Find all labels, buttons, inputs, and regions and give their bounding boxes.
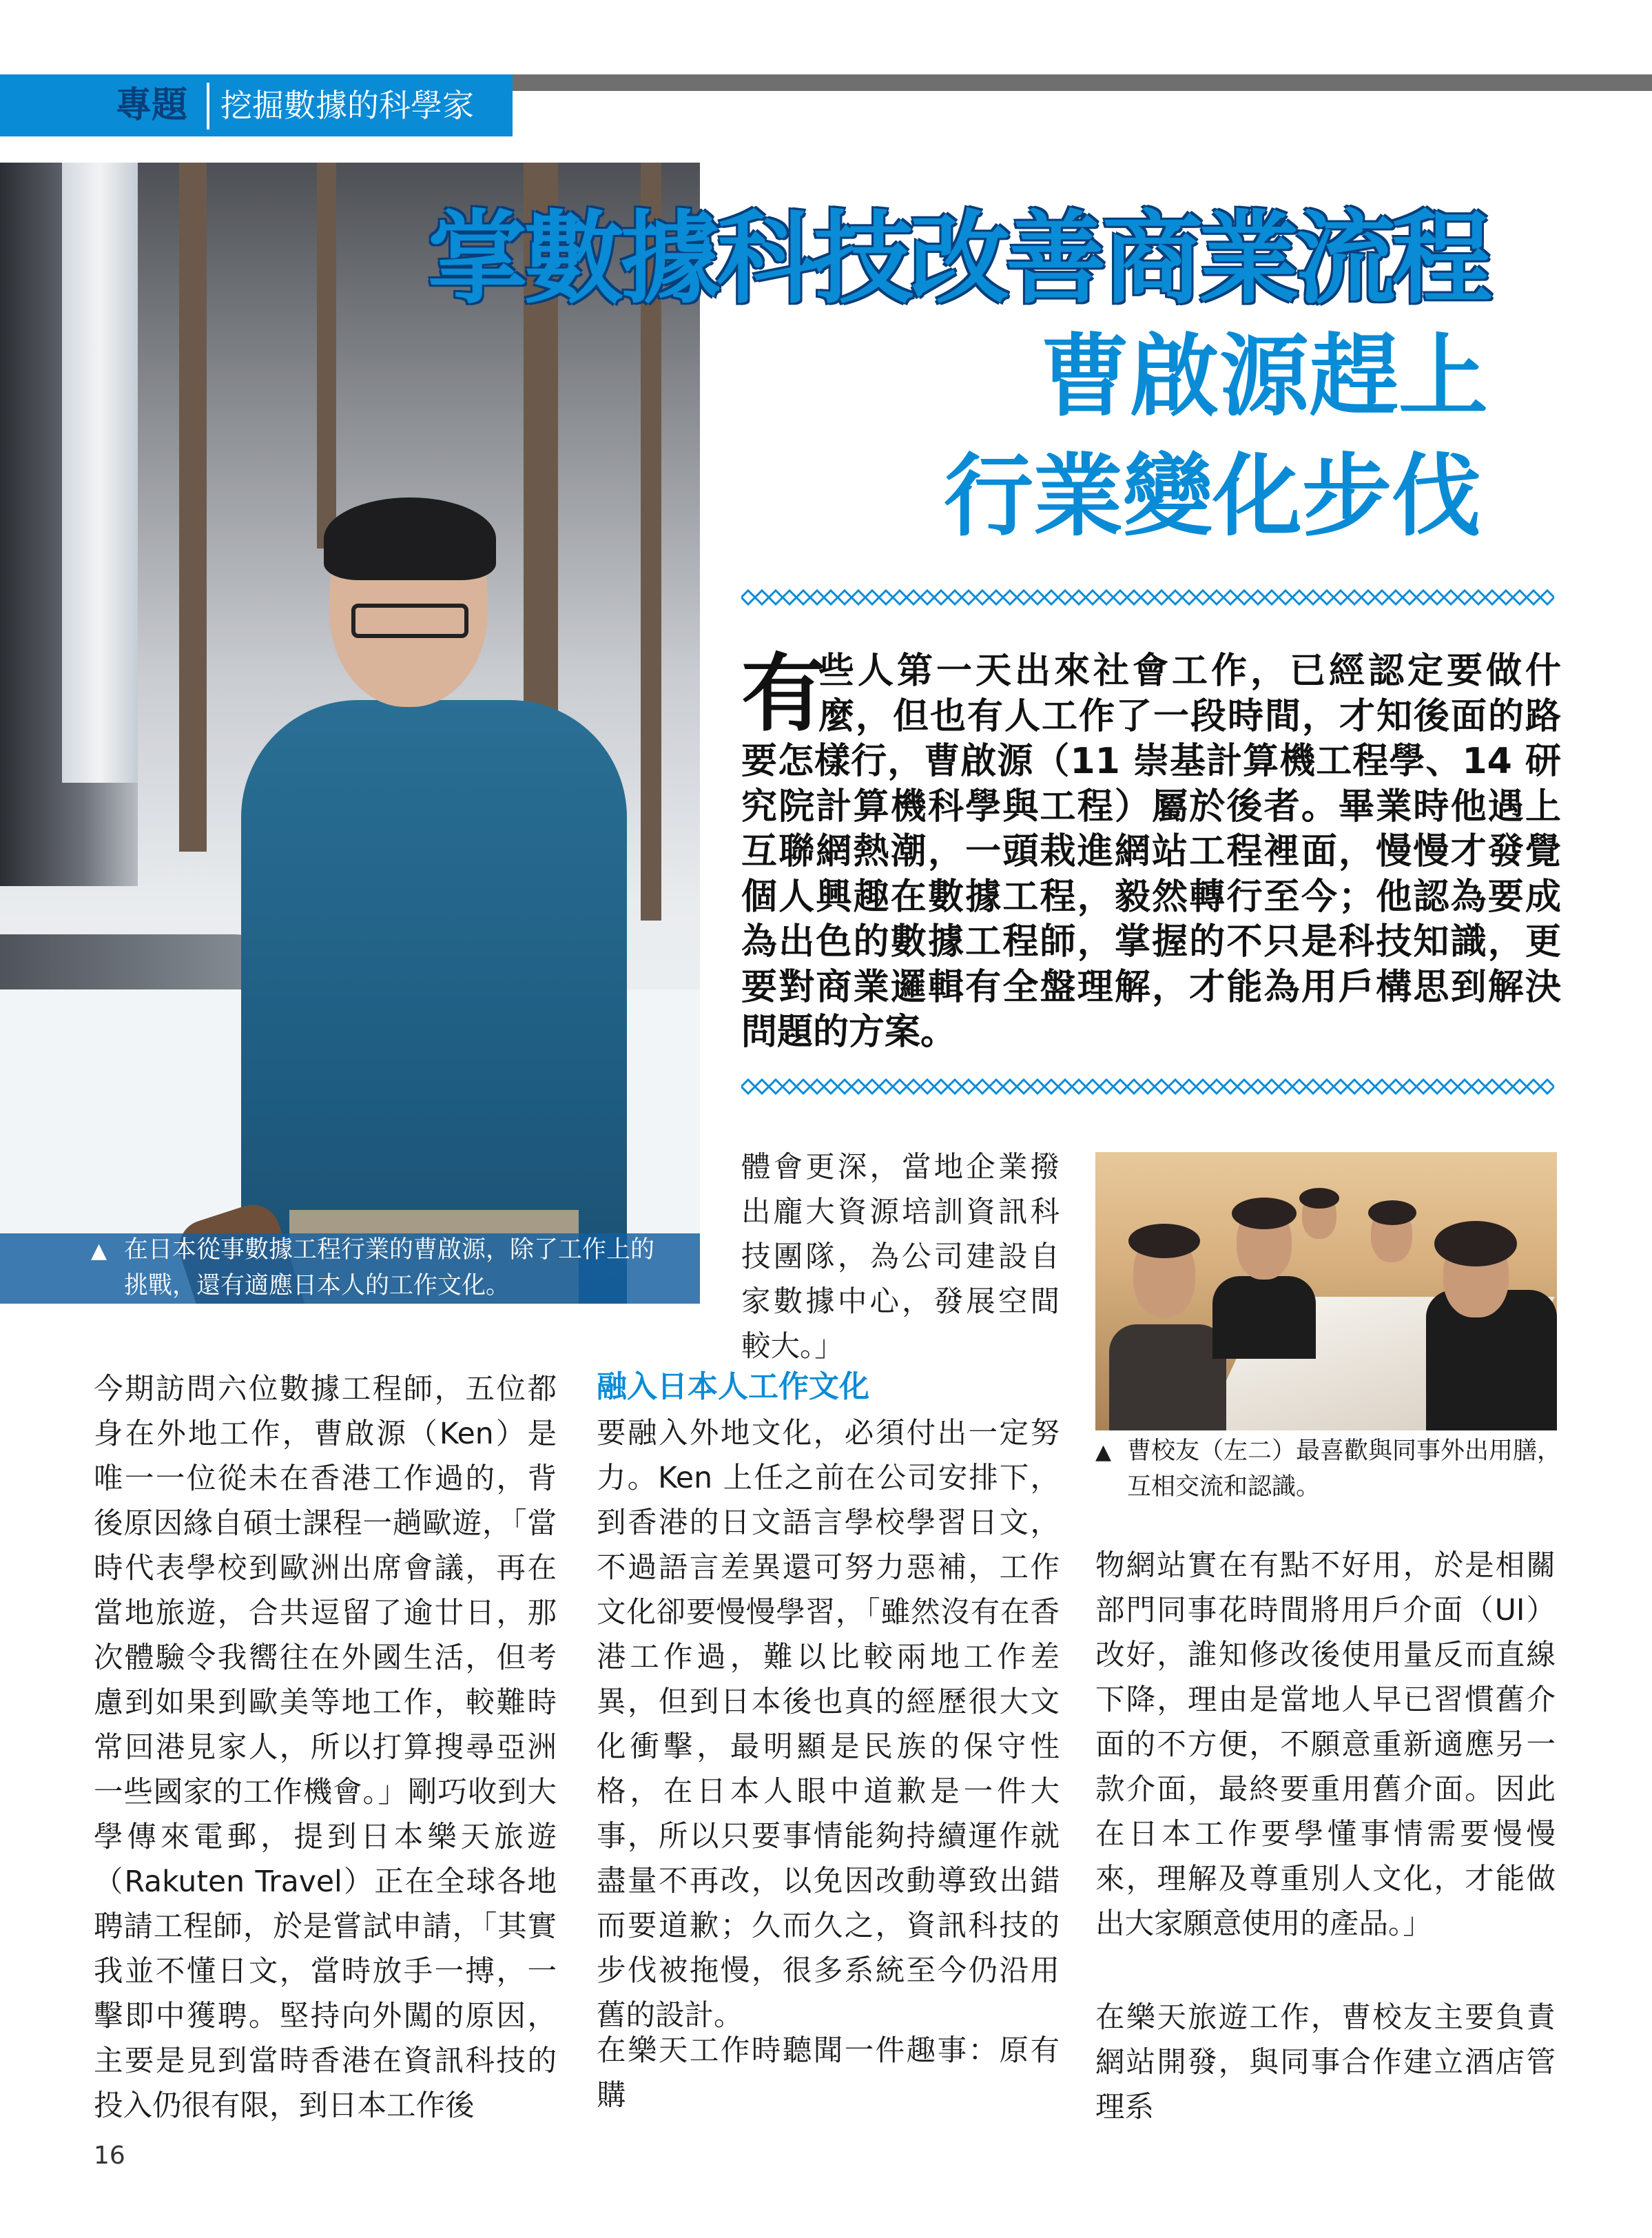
body-column-3-end: 在樂天旅遊工作，曹校友主要負責網站開發，與同事合作建立酒店管理系: [1095, 2001, 1556, 2124]
body-column-2: 要融入外地文化，必須付出一定努力。Ken 上任之前在公司安排下，到香港的日文語言學校學習日文，不過語言差異還可努力惡補，工作文化卻要慢慢學習，「雖然沒有在香港工作過，難以比較兩地工作差異，但到日本後也真的經歷很大文化衝擊，最明顯是民族的保守性格，在日本人眼中道歉是一件大事，所以只要事情能夠持續運作就盡量不再改，以免因改動導致出錯而要道歉；久而久之，資訊科技的步伐被拖慢，很多系統至今仍沿用舊的設計。: [597, 1417, 1060, 2033]
main-photo: [0, 163, 700, 1304]
body-column-3: 物網站實在有點不好用，於是相關部門同事花時間將用戶介面（UI）改好，誰知修改後使用量反而直線下降，理由是當地人早已習慣舊介面的不方便，不願意重新適應另一款介面，最終要重用舊介面。因此在日本工作要學懂事情需要慢慢來，理解及尊重別人文化，才能做出大家願意使用的產品。」: [1095, 1549, 1556, 1941]
lead-drop-cap: 有: [741, 645, 825, 743]
series-title: 挖掘數據的科學家: [220, 87, 474, 124]
headline-line-2: 曹啟源趕上: [1040, 324, 1489, 429]
body-column-1: 今期訪問六位數據工程師，五位都身在外地工作，曹啟源（Ken）是唯一一位從未在香港工作過的，背後原因緣自碩士課程一趟歐遊，「當時代表學校到歐洲出席會議，再在當地旅遊，合共逗留了逾廿日，那次體驗令我嚮往在外國生活，但考慮到如果到歐美等地工作，較難時常回港見家人，所以打算搜尋亞洲一些國家的工作機會。」剛巧收到大學傳來電郵，提到日本樂天旅遊（Rakuten Travel）正在全球各地聘請工程師，於是嘗試申請，「其實我並不懂日文，當時放手一搏，一擊即中獲聘。堅持向外闖的原因，主要是見到當時香港在資訊科技的投入仍很有限，到日本工作後: [94, 1373, 557, 2123]
body-column-2-top: 體會更深，當地企業撥出龐大資源培訓資訊科技團隊，為公司建設自家數據中心，發展空間較大。」: [741, 1151, 1060, 1364]
decorative-wave-rule: [741, 1076, 1554, 1097]
main-photo-caption: 在日本從事數據工程行業的曹啟源，除了工作上的挑戰，還有適應日本人的工作文化。: [124, 1236, 655, 1300]
caption-marker: ▲: [91, 1239, 107, 1263]
lead-paragraph: [741, 645, 1561, 1056]
headline-line-1: 掌數據科技改善商業流程: [427, 201, 1488, 318]
lead-text: 些人第一天出來社會工作，已經認定要做什麼，但也有人工作了一段時間，才知後面的路要怎樣行，曹啟源（11 崇基計算機工程學、14 研究院計算機科學與工程）屬於後者。畢業時他遇上互聯網熱潮，一頭栽進網站工程裡面，慢慢才發覺個人興趣在數據工程，毅然轉行至今；他認為要成為出色的數據工程師，掌握的不只是科技知識，更要對商業邏輯有全盤理解，才能為用戶構思到解決問題的方案。: [741, 650, 1561, 1053]
dining-photo: [1095, 1152, 1557, 1430]
page-number: 16: [94, 2142, 125, 2170]
headline-line-3: 行業變化步伐: [944, 444, 1482, 548]
header-divider: [207, 83, 209, 130]
header-gray-rule: [513, 74, 1652, 91]
section-tag: 專題: [115, 85, 187, 126]
subheading: 融入日本人工作文化: [597, 1369, 869, 1404]
caption-marker: ▲: [1095, 1440, 1112, 1464]
body-column-2-end: 在樂天工作時聽聞一件趣事：原有購: [597, 2034, 1060, 2113]
dining-photo-caption: 曹校友（左二）最喜歡與同事外出用膳，互相交流和認識。: [1127, 1437, 1562, 1501]
decorative-wave-rule: [741, 587, 1554, 608]
